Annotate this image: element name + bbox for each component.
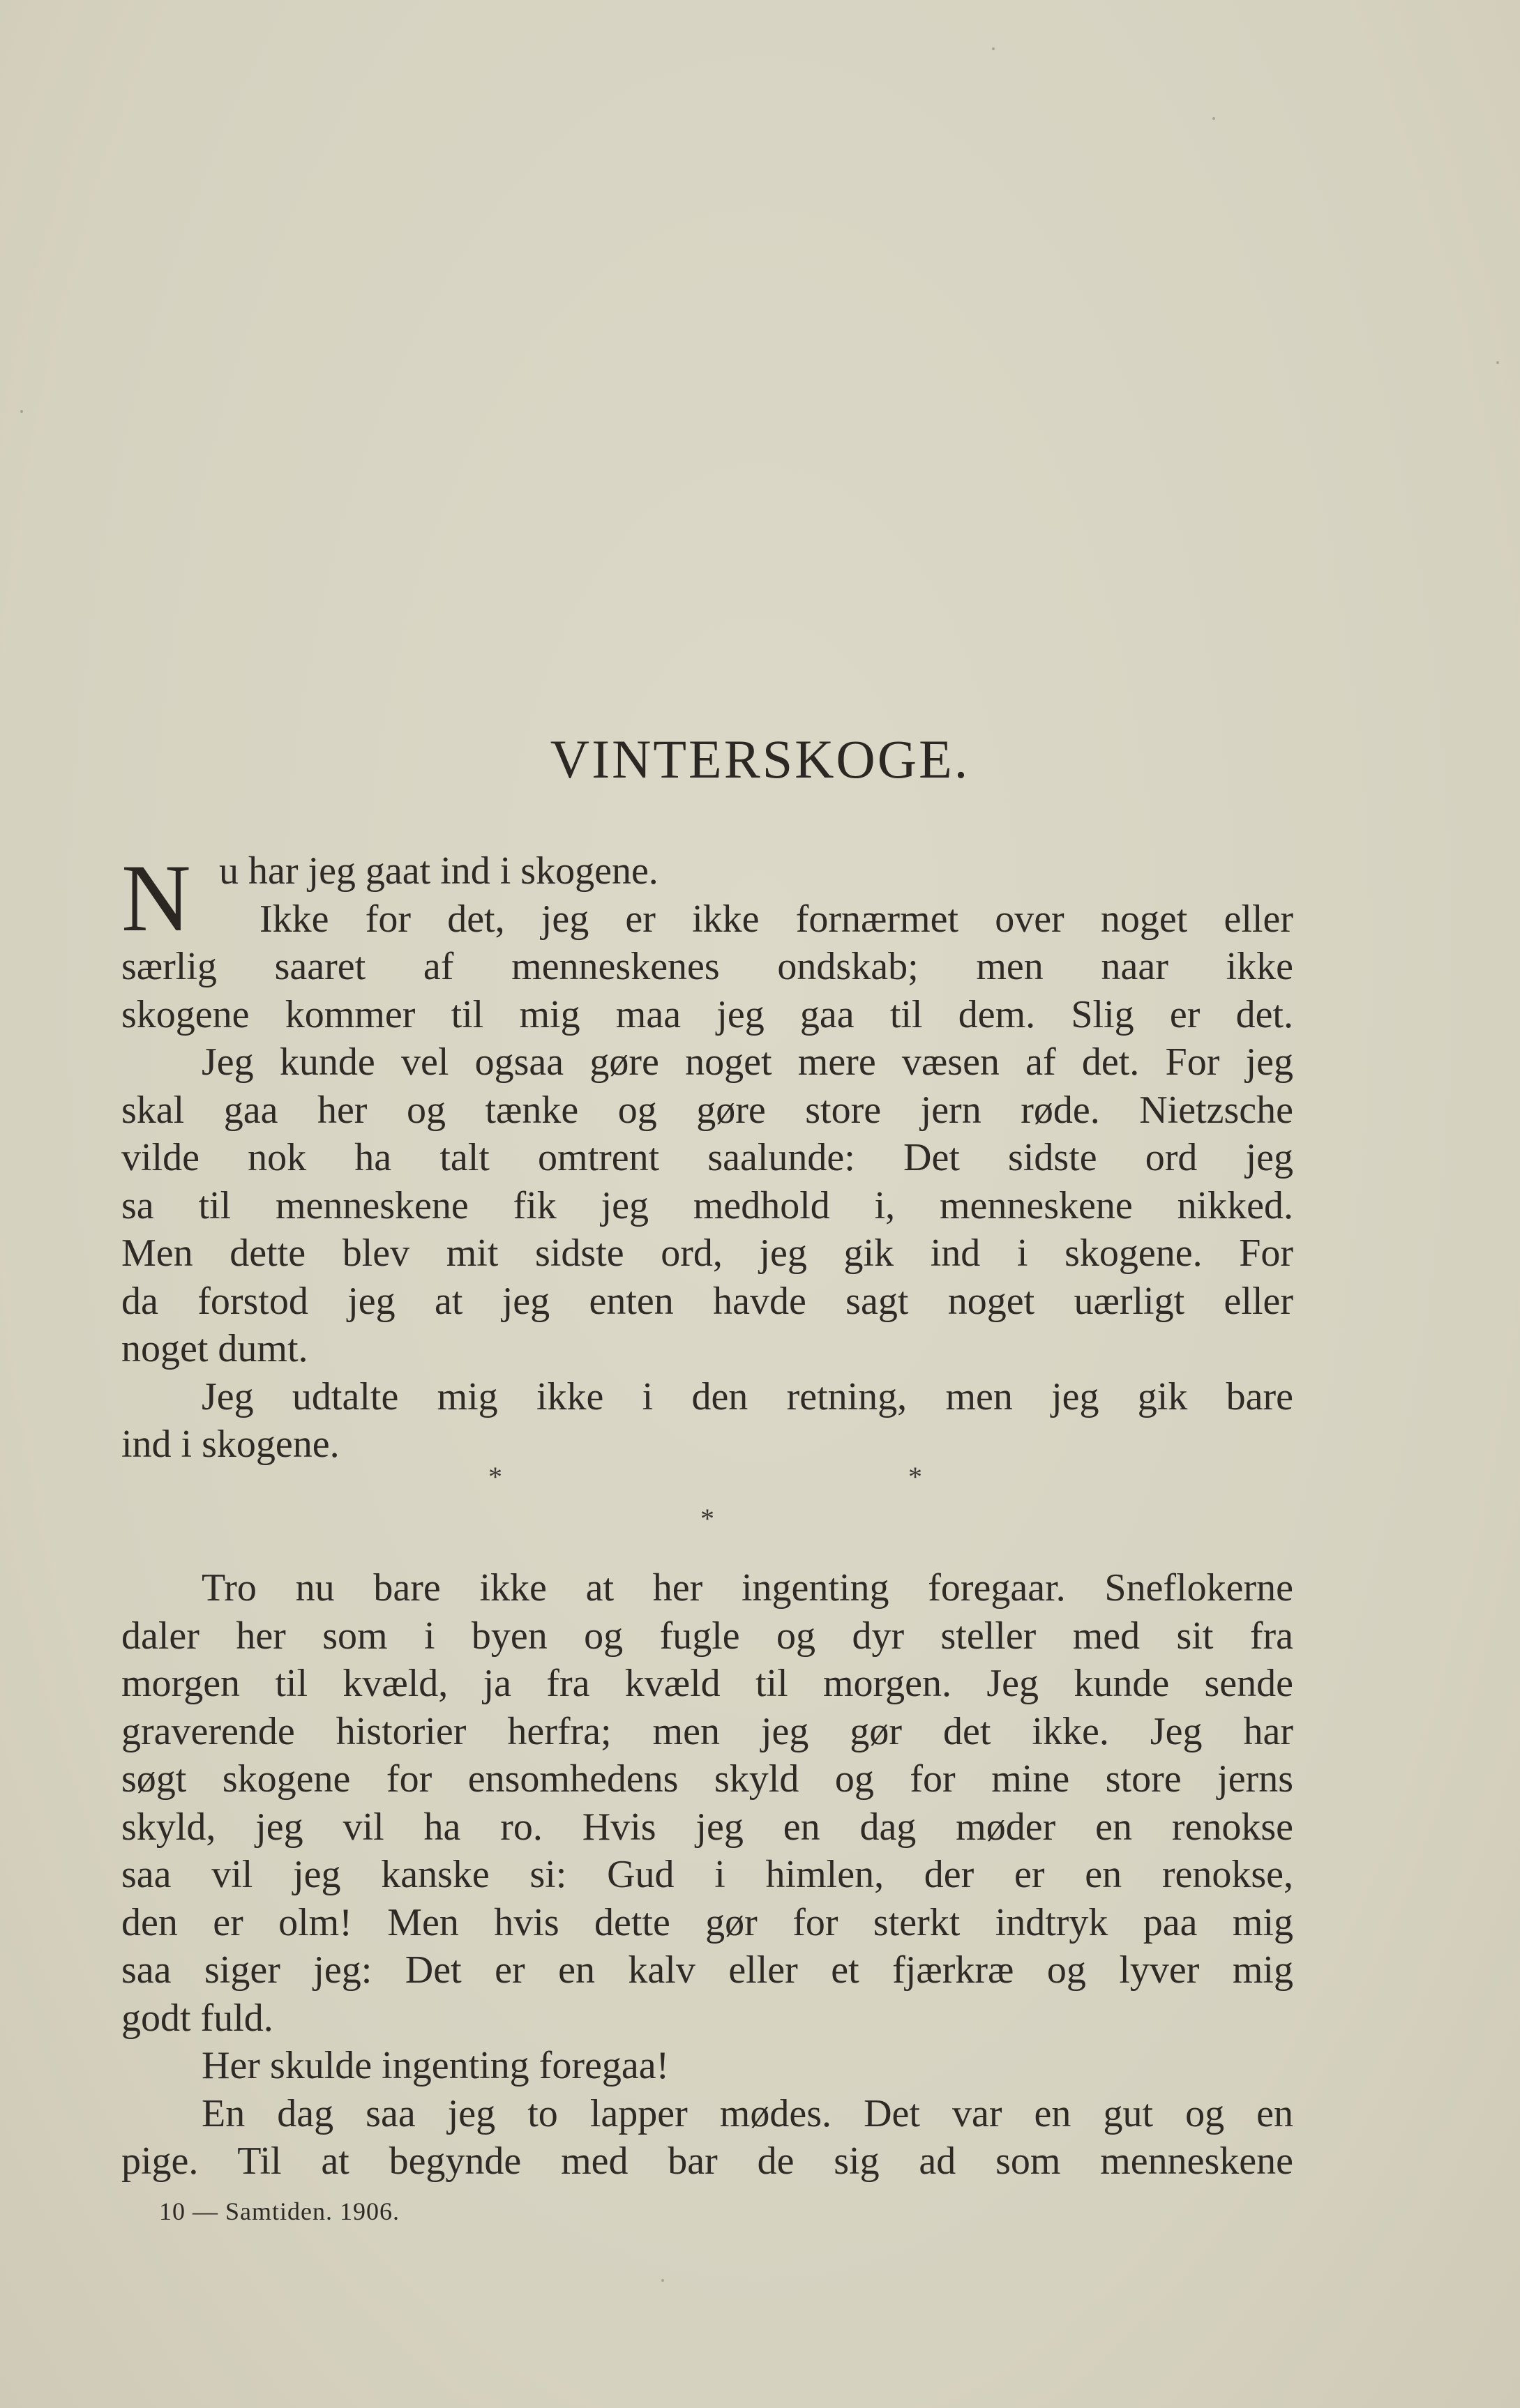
text-line: søgt skogene for ensomhedens skyld og for mine store jerns xyxy=(121,1757,1293,1801)
text-line: skogene kommer til mig maa jeg gaa til dem. Slig er det. xyxy=(121,992,1293,1036)
text-line: saa siger jeg: Det er en kalv eller et fjærkræ og lyver mig xyxy=(121,1948,1293,1992)
text-line: daler her som i byen og fugle og dyr steller med sit fra xyxy=(121,1614,1293,1658)
paper-speck xyxy=(992,47,995,50)
text-line: den er olm! Men hvis dette gør for sterkt indtryk paa mig xyxy=(121,1900,1293,1944)
drop-cap: N xyxy=(121,845,191,951)
text-line: Her skulde ingenting foregaa! xyxy=(202,2044,670,2087)
text-line: Jeg kunde vel ogsaa gøre noget mere væsen af det. For jeg xyxy=(202,1040,1293,1084)
text-line: da forstod jeg at jeg enten havde sagt noget uærligt eller xyxy=(121,1279,1293,1323)
chapter-title: VINTERSKOGE. xyxy=(550,729,970,789)
text-line: noget dumt. xyxy=(121,1327,308,1370)
section-1 xyxy=(121,847,1293,1469)
text-line: En dag saa jeg to lapper mødes. Det var en gut og en xyxy=(202,2091,1293,2135)
text-line: skyld, jeg vil ha ro. Hvis jeg en dag møder en renokse xyxy=(121,1805,1293,1849)
text-line: vilde nok ha talt omtrent saalunde: Det sidste ord jeg xyxy=(121,1136,1293,1179)
paper-speck xyxy=(1212,117,1215,120)
paper-speck xyxy=(1496,361,1499,364)
text-line: skal gaa her og tænke og gøre store jern røde. Nietzsche xyxy=(121,1088,1293,1132)
page-footer: 10 — Samtiden. 1906. xyxy=(159,2197,400,2225)
text-line: ind i skogene. xyxy=(121,1423,340,1466)
text-line: sa til menneskene fik jeg medhold i, menneskene nikked. xyxy=(121,1183,1293,1227)
text-line: godt fuld. xyxy=(121,1996,273,2040)
paper-speck xyxy=(661,2279,664,2282)
text-line: pige. Til at begynde med bar de sig ad som menneskene xyxy=(121,2140,1293,2183)
text-line: Men dette blev mit sidste ord, jeg gik ind i skogene. For xyxy=(121,1232,1293,1275)
separator-asterisk: * xyxy=(908,1461,922,1492)
paper-speck xyxy=(20,410,23,413)
text-line: morgen til kvæld, ja fra kvæld til morgen. Jeg kunde sende xyxy=(121,1662,1293,1705)
separator-asterisk: * xyxy=(700,1503,714,1534)
text-line: Jeg udtalte mig ikke i den retning, men jeg gik bare xyxy=(202,1375,1293,1418)
section-2 xyxy=(121,1564,1293,2186)
text-line: u har jeg gaat ind i skogene. xyxy=(219,849,659,893)
text-line: graverende historier herfra; men jeg gør det ikke. Jeg har xyxy=(121,1709,1293,1753)
text-line: Ikke for det, jeg er ikke fornærmet over noget eller xyxy=(259,897,1293,941)
separator-asterisk: * xyxy=(488,1461,502,1492)
text-line: saa vil jeg kanske si: Gud i himlen, der er en renokse, xyxy=(121,1853,1293,1896)
text-line: særlig saaret af menneskenes ondskab; men naar ikke xyxy=(121,945,1293,988)
text-line: Tro nu bare ikke at her ingenting foregaar. Sneflokerne xyxy=(202,1566,1293,1610)
